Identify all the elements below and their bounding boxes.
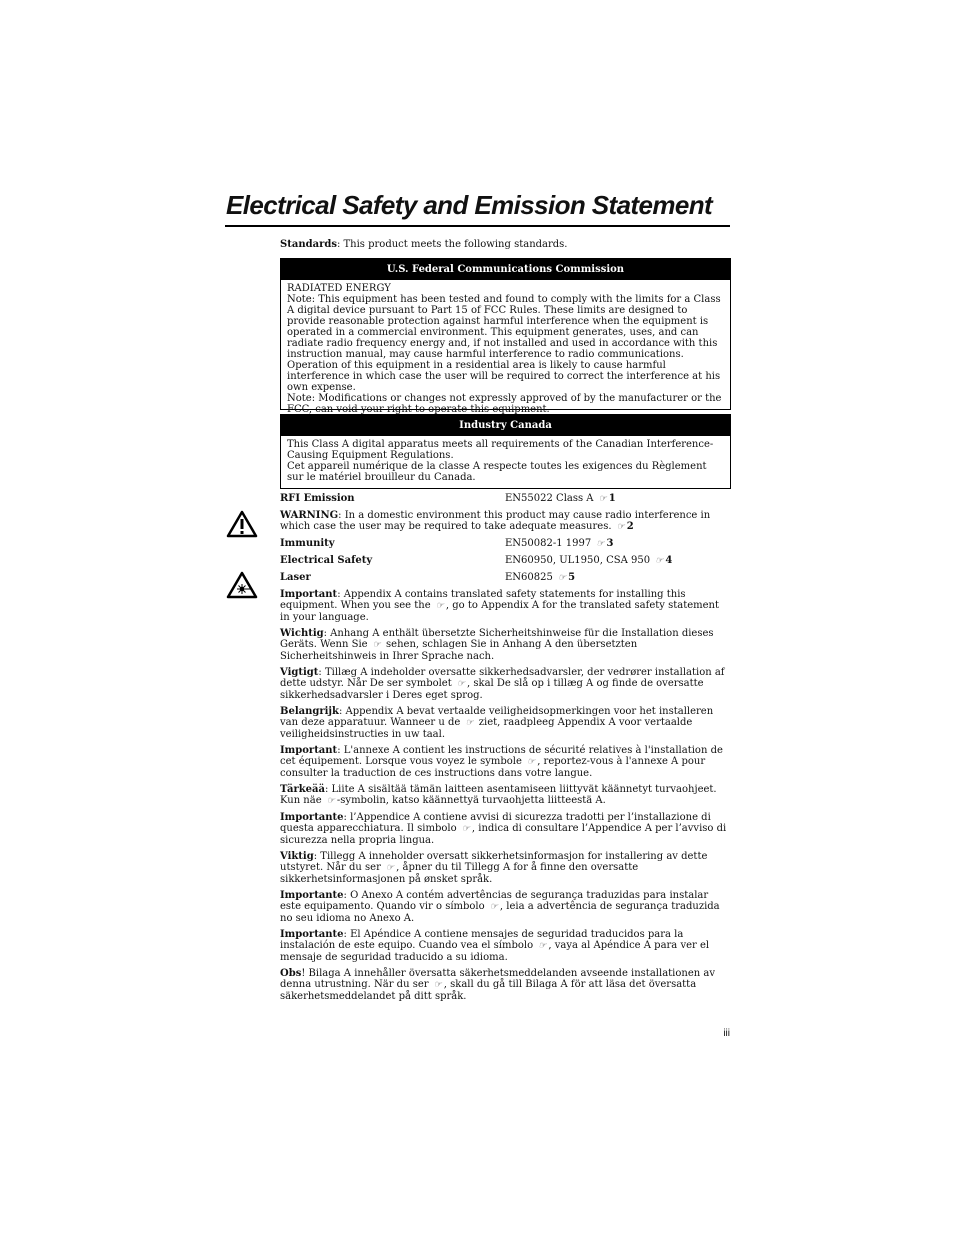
immunity-label: Immunity <box>280 538 335 549</box>
fcc-note-1: Note: This equipment has been tested and found to comply with the limits for a Class A digital device pursuant to Part 15 of FCC Rules. These limits are designed to provide reasonable protection against harmful interference when the equipment is operated in a commercial environment. This equipment generates, uses, and can radiate radio frequency energy and, if not installed and used in accordance with this instruction manual, may cause harmful interference to radio communications. Operation of this equipment in a residential area is likely to cause harmful interference in which case the user will be required to correct the interference at his own expense. <box>287 294 721 393</box>
lang-text: , leia a advertência de segurança traduzida no seu idioma no Anexo A. <box>280 901 720 924</box>
lang-label: Importante <box>280 929 344 940</box>
lang-text: : El Apéndice A contiene mensajes de seguridad traducidos para la instalación de este equipo. Cuando vea el símbolo <box>280 929 684 951</box>
lang-text: : Appendix A bevat vertaalde veiligheidsopmerkingen voor het installeren van deze apparatuur. Wanneer u de <box>280 706 714 728</box>
lang-label: Tärkeää <box>280 784 325 795</box>
hand-pointer-icon: ☞ <box>433 980 442 990</box>
warning-label: WARNING <box>280 510 339 521</box>
ic-box <box>280 414 731 489</box>
lang-text: -symbolin, katso käännettyä turvaohjetta liitteestä A. <box>336 795 606 806</box>
ic-body <box>281 436 730 483</box>
title-rule <box>225 225 730 227</box>
fcc-body <box>281 280 730 415</box>
hand-pointer-icon: ☞ <box>456 679 466 689</box>
hand-pointer-icon: ☞ <box>558 573 567 583</box>
lang-note-german <box>280 628 730 662</box>
rfi-value: EN55022 Class A <box>505 493 594 504</box>
hand-pointer-icon: ☞ <box>538 941 547 951</box>
lang-note-norwegian <box>280 851 730 885</box>
lang-text: , reportez-vous à l'annexe A pour consulter la traduction de ces instructions dans votre langue. <box>280 756 706 779</box>
hand-pointer-icon: ☞ <box>655 556 664 566</box>
hand-pointer-icon: ☞ <box>616 522 625 532</box>
fcc-box <box>280 258 731 415</box>
hand-pointer-icon: ☞ <box>527 757 536 767</box>
page-number: iii <box>723 1028 730 1039</box>
lang-label: Important <box>280 745 338 756</box>
laser-ref: 5 <box>568 572 576 583</box>
lang-text: ziet, raadpleeg Appendix A voor vertaalde veiligheidsinstructies in uw taal. <box>280 717 693 740</box>
lang-note-portuguese <box>280 890 730 924</box>
lang-note-swedish <box>280 968 730 1002</box>
laser-value: EN60825 <box>505 572 553 583</box>
standards-line <box>280 239 730 250</box>
hand-pointer-icon: ☞ <box>596 539 605 549</box>
lang-text: : Liite A sisältää tämän laitteen asentamiseen liittyvät käännetyt turvaohjeet. Kun näe <box>280 784 717 806</box>
lang-text: , skal De slå op i tillæg A og finde de oversatte sikkerhedsadvarsler i Deres eget sprog. <box>280 678 704 701</box>
lang-label: Importante <box>280 812 344 823</box>
hand-pointer-icon: ☞ <box>489 902 498 912</box>
lang-text: : l’Appendice A contiene avvisi di sicurezza tradotti per l’installazione di questa apparecchiatura. Il simbolo <box>280 812 711 834</box>
hand-pointer-icon: ☞ <box>386 863 395 873</box>
immunity-value-group <box>505 538 613 550</box>
lang-label: Viktig <box>280 851 314 862</box>
rfi-ref: 1 <box>608 493 616 504</box>
electrical-value: EN60950, UL1950, CSA 950 <box>505 555 651 566</box>
hand-pointer-icon: ☞ <box>598 494 607 504</box>
fcc-heading: RADIATED ENERGY <box>287 283 391 294</box>
lang-note-english <box>280 589 730 623</box>
lang-label: Belangrijk <box>280 706 339 717</box>
electrical-value-group <box>505 555 672 567</box>
hand-pointer-icon: ☞ <box>465 718 474 728</box>
lang-note-dutch <box>280 706 730 740</box>
lang-text: : L'annexe A contient les instructions de sécurité relatives à l'installation de cet équipement. Lorsque vous voyez le symbole <box>280 745 723 767</box>
lang-text: , vaya al Apéndice A para ver el mensaje de seguridad traducido a su idioma. <box>280 940 710 963</box>
ic-header: Industry Canada <box>281 415 730 436</box>
lang-note-danish <box>280 667 730 701</box>
laser-label: Laser <box>280 572 311 583</box>
warning-body: : In a domestic environment this product may cause radio interference in which case the user may be required to take adequate measures. <box>280 510 711 532</box>
immunity-value: EN50082-1 1997 <box>505 538 592 549</box>
lang-label: Wichtig <box>280 628 324 639</box>
lang-note-finnish <box>280 784 730 807</box>
lang-text: , go to Appendix A for the translated safety statement in your language. <box>280 600 720 623</box>
lang-text: : Tillegg A inneholder oversatt sikkerhetsinformasjon for installering av dette utstyret. Når du ser <box>280 851 708 873</box>
standards-text: : This product meets the following standards. <box>336 239 568 250</box>
laser-warning-icon <box>226 571 258 599</box>
standards-label: Standards <box>280 239 337 250</box>
warning-triangle-icon <box>226 510 258 538</box>
hand-pointer-icon: ☞ <box>326 796 335 806</box>
lang-text: : Anhang A enthält übersetzte Sicherheitshinweise für die Installation dieses Geräts. Wenn Sie <box>280 628 714 650</box>
lang-label: Important <box>280 589 338 600</box>
lang-text: : Appendix A contains translated safety statements for installing this equipment. When you see the <box>280 589 686 611</box>
warning-text <box>280 510 730 533</box>
lang-label: Vigtigt <box>280 667 319 678</box>
electrical-label: Electrical Safety <box>280 555 373 566</box>
electrical-ref: 4 <box>665 555 673 566</box>
lang-text: sehen, schlagen Sie in Anhang A den übersetzten Sicherheitshinweis in Ihrer Sprache nach. <box>280 639 638 662</box>
hand-pointer-icon: ☞ <box>435 601 444 611</box>
immunity-ref: 3 <box>606 538 614 549</box>
lang-text: , skall du gå till Bilaga A för att läsa det översatta säkerhetsmeddelandet på ditt språk. <box>280 979 697 1002</box>
lang-note-italian <box>280 812 730 846</box>
lang-text: : O Anexo A contém advertências de segurança traduzidas para instalar este equipamento. Quando vir o símbolo <box>280 890 709 912</box>
lang-text: , åpner du til Tillegg A for å finne den oversatte sikkerhetsinformasjonen på ønsket språk. <box>280 862 639 885</box>
rfi-label: RFI Emission <box>280 493 355 504</box>
lang-note-french <box>280 745 730 779</box>
rfi-value-group <box>505 493 616 505</box>
hand-pointer-icon: ☞ <box>461 824 470 834</box>
fcc-note-2: Note: Modifications or changes not expressly approved of by the manufacturer or the FCC, can void your right to operate this equipment. <box>287 393 722 415</box>
page-title: Electrical Safety and Emission Statement <box>226 190 713 220</box>
lang-text: : Tillæg A indeholder oversatte sikkerhedsadvarsler, der vedrører installation af dette udstyr. Når De ser symbolet <box>280 667 725 689</box>
hand-pointer-icon: ☞ <box>372 640 381 650</box>
lang-label: Obs <box>280 968 302 979</box>
lang-note-spanish <box>280 929 730 963</box>
lang-label: Importante <box>280 890 344 901</box>
lang-text: , indica di consultare l’Appendice A per l’avviso di sicurezza nella propria lingua. <box>280 823 727 846</box>
laser-value-group <box>505 572 575 584</box>
ic-french: Cet appareil numérique de la classe A respecte toutes les exigences du Règlement sur le matériel brouilleur du Canada. <box>287 461 707 483</box>
lang-text: ! Bilaga A innehåller översatta säkerhetsmeddelanden avseende installationen av denna utrustning. När du ser <box>280 968 715 990</box>
fcc-header: U.S. Federal Communications Commission <box>281 259 730 280</box>
ic-english: This Class A digital apparatus meets all requirements of the Canadian Interference-Causing Equipment Regulations. <box>287 439 714 461</box>
warning-ref: 2 <box>626 521 634 532</box>
